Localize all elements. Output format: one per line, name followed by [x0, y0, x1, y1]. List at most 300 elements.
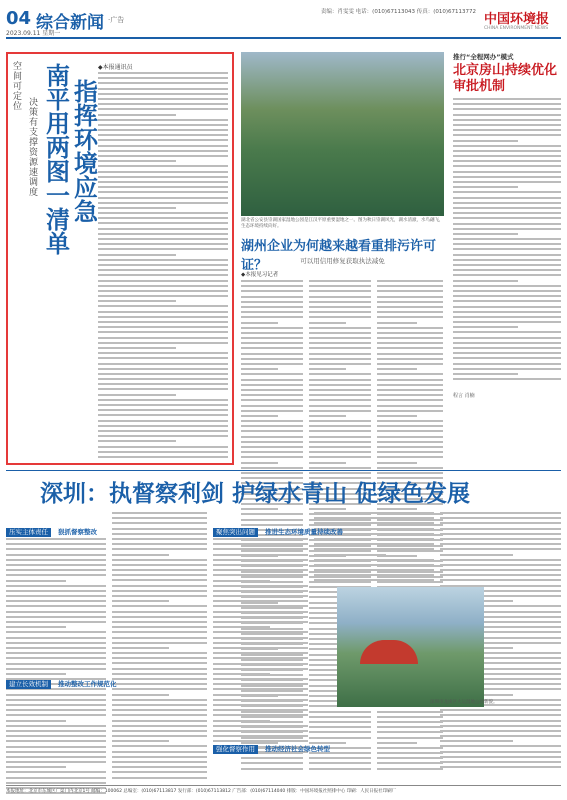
text-line [98, 425, 228, 427]
text-line [241, 446, 303, 448]
text-line [309, 425, 371, 427]
text-line [213, 688, 308, 690]
text-line [241, 456, 303, 458]
text-line [440, 543, 561, 545]
text-line [112, 554, 169, 556]
page-header [6, 6, 561, 36]
text-line [6, 548, 106, 550]
text-line [309, 301, 371, 303]
text-line [98, 414, 228, 416]
text-line [377, 410, 443, 412]
text-line [241, 405, 303, 407]
text-line [241, 430, 303, 432]
text-line [241, 342, 303, 344]
text-line [98, 82, 228, 84]
text-line [309, 430, 371, 432]
text-line [98, 274, 228, 276]
text-line [6, 751, 106, 753]
text-line [6, 652, 106, 654]
subhead-title-4: 推动经济社会绿色转型 [265, 745, 330, 753]
text-line [377, 316, 443, 318]
text-line [440, 528, 561, 530]
text-line [377, 726, 443, 728]
shenzhen-headline: 深圳：执督察利剑 护绿水青山 促绿色发展 [40, 480, 471, 507]
text-line [213, 631, 308, 633]
text-line [98, 119, 228, 121]
text-line [213, 637, 308, 639]
text-line [112, 657, 207, 659]
text-line [453, 316, 561, 318]
text-line [98, 254, 176, 256]
text-line [453, 186, 518, 188]
text-line [112, 517, 207, 519]
editor-info: 责编：肖雯雯 电话：(010)67113043 传真：(010)67113772 [320, 9, 476, 15]
text-line [453, 357, 561, 359]
text-line [241, 441, 303, 443]
text-line [213, 611, 308, 613]
text-line [6, 657, 106, 659]
text-line [213, 605, 308, 607]
text-line [309, 296, 371, 298]
text-line [98, 171, 228, 173]
text-line [213, 668, 308, 670]
text-line [112, 756, 207, 758]
text-line [453, 228, 561, 230]
subhead-badge-4: 强化督察作用 [213, 745, 258, 754]
text-line [377, 752, 443, 754]
text-line [112, 585, 207, 587]
text-line [241, 467, 303, 469]
text-line [309, 731, 371, 733]
text-line [377, 394, 443, 396]
middle-byline: ◆本报见习记者 [241, 272, 279, 278]
text-line [314, 548, 434, 550]
text-line [241, 373, 303, 375]
text-line [213, 730, 308, 732]
text-line [440, 559, 561, 561]
text-line [453, 337, 561, 339]
text-line [314, 574, 434, 576]
text-line [213, 548, 308, 550]
text-line [377, 306, 443, 308]
text-line [112, 543, 207, 545]
text-line [6, 714, 106, 716]
text-line [6, 694, 106, 696]
side-title-2: 决策有支撑 资源速调度 [29, 98, 39, 198]
text-line [98, 363, 228, 365]
text-line [309, 368, 346, 370]
text-line [98, 347, 176, 349]
stadium-photo [337, 587, 484, 707]
text-line [98, 326, 228, 328]
text-line [213, 735, 308, 737]
text-line [98, 139, 228, 141]
subhead-title-3: 推进生态环境质量持续改善 [265, 528, 343, 536]
text-line [453, 378, 561, 380]
text-line [453, 264, 561, 266]
text-line [440, 756, 561, 758]
text-line [309, 762, 371, 764]
text-line [6, 720, 66, 722]
text-line [309, 389, 371, 391]
text-line [98, 72, 228, 74]
text-line [453, 285, 561, 287]
text-line [98, 342, 228, 344]
text-line [213, 683, 308, 685]
text-line [98, 305, 228, 307]
text-line [98, 264, 228, 266]
text-line [6, 616, 106, 618]
text-line [112, 745, 207, 747]
text-line [377, 467, 443, 469]
text-line [98, 259, 228, 261]
text-line [6, 740, 106, 742]
text-line [112, 652, 207, 654]
text-line [98, 440, 176, 442]
text-line [453, 155, 561, 157]
stadium-dome-shape [360, 640, 418, 664]
text-line [98, 165, 228, 167]
text-line [309, 306, 371, 308]
text-line [377, 462, 417, 464]
text-line [213, 559, 308, 561]
text-line [213, 543, 308, 545]
text-line [440, 740, 513, 742]
text-line [453, 114, 561, 116]
text-line [453, 191, 561, 193]
text-line [6, 709, 106, 711]
text-line [112, 662, 207, 664]
text-line [440, 745, 561, 747]
text-line [241, 316, 303, 318]
text-line [213, 657, 308, 659]
text-line [377, 285, 443, 287]
text-line [112, 611, 207, 613]
text-line [377, 337, 443, 339]
text-line [112, 574, 207, 576]
text-line [309, 726, 371, 728]
text-line [6, 569, 106, 571]
text-line [377, 322, 417, 324]
text-line [309, 721, 371, 723]
text-line [112, 621, 207, 623]
text-line [453, 311, 561, 313]
text-line [453, 150, 561, 152]
footer-info: 本报地址：北京市东城区广渠门内北京1号 邮编：100062 总编室：(010)67113817 发行部：(010)67113812 广告部：(010)67114040 排版：中国环境报社照排中心 印刷：人民日报社印刷厂 [6, 789, 397, 794]
text-line [98, 108, 228, 110]
text-line [112, 740, 169, 742]
text-line [309, 285, 371, 287]
article-byline: ◆本报通讯员 [98, 64, 133, 71]
text-line [453, 134, 561, 136]
text-line [241, 389, 303, 391]
text-line [6, 574, 106, 576]
text-line [440, 548, 561, 550]
text-line [112, 616, 207, 618]
text-line [453, 347, 561, 349]
text-line [440, 538, 561, 540]
text-line [98, 77, 228, 79]
text-line [241, 280, 303, 282]
text-line [6, 590, 106, 592]
text-line [440, 564, 561, 566]
text-line [241, 363, 303, 365]
text-line [6, 756, 106, 758]
text-line [440, 761, 561, 763]
text-line [453, 254, 561, 256]
newspaper-brand: 中国环境报 [484, 12, 550, 27]
text-line [112, 569, 207, 571]
text-line [377, 384, 443, 386]
text-line [377, 363, 443, 365]
text-line [98, 98, 228, 100]
text-line [377, 420, 443, 422]
text-line [309, 472, 371, 474]
text-line [213, 699, 308, 701]
text-line [453, 342, 561, 344]
text-line [213, 673, 270, 675]
text-line [377, 430, 443, 432]
text-line [241, 290, 303, 292]
text-line [112, 590, 207, 592]
text-line [112, 761, 207, 763]
text-line [6, 782, 106, 784]
text-line [6, 637, 106, 639]
text-line [6, 611, 106, 613]
text-line [241, 358, 303, 360]
text-line [309, 415, 346, 417]
text-line [98, 248, 228, 250]
text-line [377, 737, 443, 739]
text-line [309, 399, 371, 401]
text-line [6, 605, 106, 607]
text-line [6, 554, 106, 556]
text-line [309, 420, 371, 422]
text-line [98, 357, 228, 359]
text-line [213, 569, 308, 571]
text-line [241, 337, 303, 339]
text-line [112, 595, 207, 597]
text-line [98, 383, 228, 385]
text-line [6, 585, 106, 587]
text-line [98, 269, 228, 271]
text-line [6, 642, 106, 644]
text-line [377, 716, 443, 718]
middle-headline: 湖州企业为何越来越看重排污许可证？ [241, 239, 437, 273]
text-line [309, 322, 346, 324]
text-line [112, 533, 207, 535]
text-line [377, 327, 443, 329]
text-line [453, 212, 561, 214]
text-line [112, 714, 207, 716]
text-line [98, 368, 228, 370]
text-line [377, 332, 443, 334]
text-line [309, 467, 371, 469]
text-line [98, 207, 176, 209]
text-line [314, 522, 434, 524]
text-line [213, 564, 308, 566]
text-line [112, 694, 169, 696]
text-line [112, 766, 207, 768]
text-line [453, 238, 561, 240]
text-line [112, 725, 207, 727]
text-line [377, 399, 443, 401]
text-line [453, 290, 561, 292]
text-line [213, 704, 308, 706]
text-line [6, 559, 106, 561]
text-line [440, 512, 561, 514]
text-line [309, 768, 371, 770]
text-line [98, 222, 228, 224]
text-line [98, 435, 228, 437]
text-line [241, 332, 303, 334]
text-line [453, 171, 561, 173]
text-line [377, 347, 443, 349]
text-line [453, 368, 561, 370]
text-line [98, 394, 176, 396]
text-line [377, 742, 417, 744]
text-line [213, 714, 308, 716]
text-line [213, 538, 308, 540]
text-line [98, 285, 228, 287]
text-line [377, 747, 443, 749]
shenzhen-col-3 [213, 512, 308, 756]
text-line [241, 353, 303, 355]
text-line [112, 678, 207, 680]
text-line [241, 462, 278, 464]
right-author: 程言 肖楠 [453, 393, 475, 399]
text-line [440, 735, 561, 737]
text-line [6, 580, 66, 582]
text-line [112, 642, 207, 644]
text-line [112, 704, 207, 706]
text-line [112, 559, 207, 561]
photo-caption: 湖北省公安县崇湖国家湿地公园是江汉平原重要湿地之一。图为秋日崇湖风光，湖水清澈，水鸟翩飞，生态环境持续向好。 [241, 218, 444, 229]
text-line [314, 554, 386, 556]
text-line [98, 176, 228, 178]
text-line [98, 321, 228, 323]
text-line [309, 508, 346, 510]
text-line [98, 191, 228, 193]
text-line [98, 186, 228, 188]
text-line [309, 358, 371, 360]
text-line [98, 316, 228, 318]
shenzhen-col-4 [314, 512, 434, 585]
text-line [377, 441, 443, 443]
text-line [309, 394, 371, 396]
text-line [241, 508, 278, 510]
text-line [112, 751, 207, 753]
text-line [241, 415, 278, 417]
text-line [112, 673, 207, 675]
text-line [112, 709, 207, 711]
text-line [241, 399, 303, 401]
text-line [213, 626, 270, 628]
text-line [453, 352, 561, 354]
text-line [453, 274, 561, 276]
text-line [213, 709, 308, 711]
article-headline: 南平用两图一清单 [46, 62, 70, 258]
text-line [98, 145, 228, 147]
text-line [112, 699, 207, 701]
text-line [377, 296, 443, 298]
text-line [98, 295, 228, 297]
text-line [241, 451, 303, 453]
text-line [213, 590, 308, 592]
text-line [309, 441, 371, 443]
text-line [453, 243, 561, 245]
text-line [6, 730, 106, 732]
text-line [377, 436, 443, 438]
text-line [6, 668, 106, 670]
text-line [241, 322, 278, 324]
text-line [241, 394, 303, 396]
text-line [377, 731, 443, 733]
text-line [377, 757, 443, 759]
section-title: 综合新闻 [36, 13, 104, 33]
text-line [377, 711, 443, 713]
text-line [377, 311, 443, 313]
text-line [309, 327, 371, 329]
text-line [241, 368, 278, 370]
text-line [241, 311, 303, 313]
text-line [112, 564, 207, 566]
text-line [453, 165, 561, 167]
text-line [314, 564, 434, 566]
text-line [309, 379, 371, 381]
text-line [377, 342, 443, 344]
text-line [98, 88, 228, 90]
text-line [6, 673, 66, 675]
text-line [309, 456, 371, 458]
text-line [112, 600, 169, 602]
text-line [6, 771, 106, 773]
text-line [309, 311, 371, 313]
text-line [241, 379, 303, 381]
text-line [213, 595, 308, 597]
text-line [309, 290, 371, 292]
text-line [112, 548, 207, 550]
text-line [98, 399, 228, 401]
subhead-badge-2: 建立长效机制 [6, 680, 51, 689]
text-line [453, 140, 518, 142]
text-line [6, 777, 106, 779]
text-line [453, 207, 561, 209]
text-line [440, 517, 561, 519]
text-line [98, 290, 228, 292]
section-sub: ·广告 [108, 16, 125, 24]
text-line [440, 574, 561, 576]
text-line [213, 574, 308, 576]
text-line [309, 353, 371, 355]
text-line [98, 456, 228, 458]
text-line [6, 725, 106, 727]
text-line [453, 223, 561, 225]
text-line [112, 528, 207, 530]
text-line [440, 709, 561, 711]
text-line [98, 181, 228, 183]
text-line [98, 228, 228, 230]
text-line [453, 217, 561, 219]
text-line [440, 579, 561, 581]
text-line [453, 321, 561, 323]
text-line [241, 410, 303, 412]
page-number: 04 [6, 8, 32, 29]
section-rule [6, 470, 561, 471]
text-line [453, 119, 561, 121]
text-line [241, 384, 303, 386]
text-line [98, 243, 228, 245]
